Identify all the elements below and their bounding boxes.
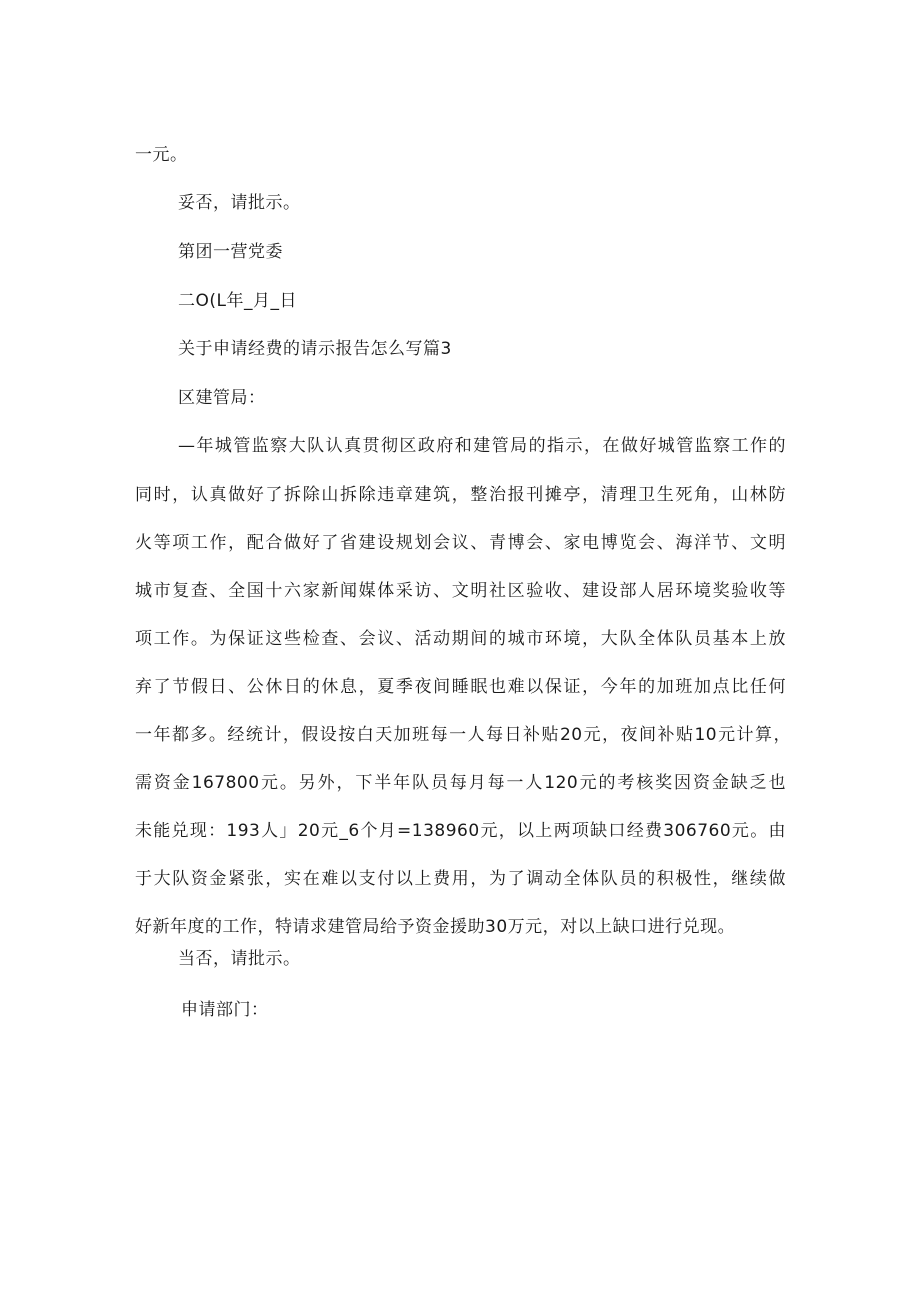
paragraph-line-6: 弃了节假日、公休日的休息，夏季夜间睡眠也难以保证，今年的加班加点比任何 — [135, 677, 786, 697]
paragraph-line-4: 城市复查、全国十六家新闻媒体采访、文明社区验收、建设部人居环境奖验收等 — [135, 581, 786, 601]
paragraph-line-3: 火等项工作，配合做好了省建设规划会议、青博会、家电博览会、海洋节、文明 — [135, 533, 786, 553]
paragraph-line-9: 未能兑现：193人」20元_6个月=138960元，以上两项缺口经费306760元。由 — [135, 821, 786, 841]
applicant-department-label: 申请部门： — [181, 1000, 269, 1020]
closing-request: 当否，请批示。 — [178, 949, 301, 969]
paragraph-line-11: 好新年度的工作，特请求建管局给予资金援助30万元，对以上缺口进行兑现。 — [135, 917, 736, 937]
paragraph-line-7: 一年都多。经统计，假设按白天加班每一人每日补贴20元，夜间补贴10元计算， — [135, 725, 791, 745]
paragraph-line-8: 需资金167800元。另外，下半年队员每月每一人120元的考核奖因资金缺乏也 — [135, 773, 786, 793]
text-line-1: 一元。 — [135, 145, 188, 165]
section-heading: 关于申请经费的请示报告怎么写篇3 — [178, 339, 452, 359]
text-line-3: 第团一营党委 — [178, 242, 283, 262]
paragraph-line-2: 同时，认真做好了拆除山拆除违章建筑，整治报刊摊亭，清理卫生死角，山林防 — [135, 485, 786, 505]
paragraph-line-1: —年城管监察大队认真贯彻区政府和建管局的指示，在做好城管监察工作的 — [178, 436, 786, 456]
addressee: 区建管局： — [178, 388, 266, 408]
text-line-2: 妥否，请批示。 — [178, 193, 301, 213]
paragraph-line-10: 于大队资金紧张，实在难以支付以上费用，为了调动全体队员的积极性，继续做 — [135, 869, 786, 889]
paragraph-line-5: 项工作。为保证这些检查、会议、活动期间的城市环境，大队全体队员基本上放 — [135, 629, 786, 649]
text-line-4: 二O(L年_月_日 — [178, 291, 297, 311]
